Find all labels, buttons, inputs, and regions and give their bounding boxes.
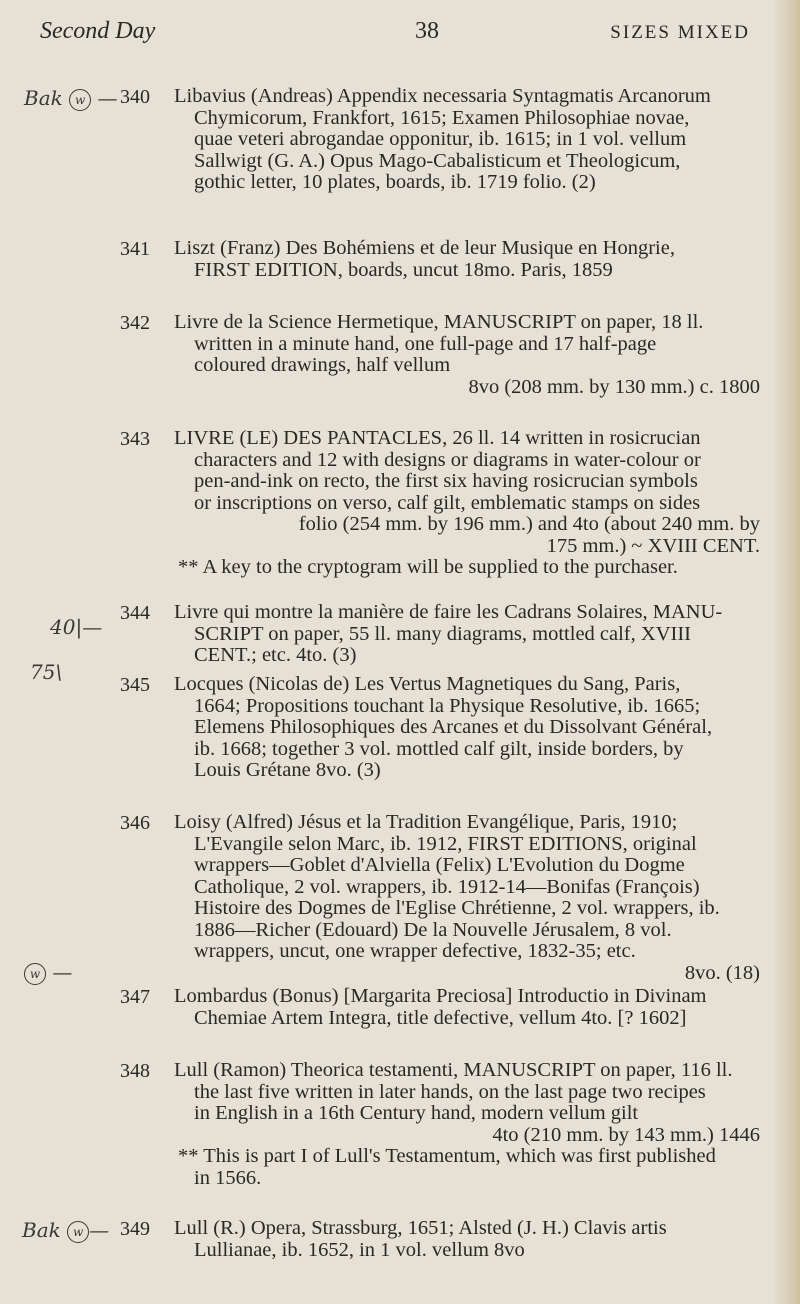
lot-number: 341 [120, 238, 150, 260]
lot-description [174, 312, 760, 398]
header-day: Second Day [40, 18, 156, 44]
lot-line: characters and 12 with designs or diagrams in water-colour or [194, 448, 701, 471]
lot-description [174, 1060, 760, 1189]
lot-line: LIVRE (LE) DES PANTACLES, 26 ll. 14 written in rosicrucian [174, 427, 701, 449]
lot-line: L'Evangile selon Marc, ib. 1912, FIRST EDITIONS, original [194, 832, 697, 855]
lot-line: Chymicorum, Frankfort, 1615; Examen Philosophiae novae, [194, 106, 690, 129]
lot-line: CENT.; etc. 4to. (3) [194, 644, 357, 666]
lot-line: written in a minute hand, one full-page and 17 half-page [194, 332, 657, 355]
page-edge-shadow [772, 0, 800, 1304]
margin-note-347: w — [24, 960, 72, 985]
lot-line: FIRST EDITION, boards, uncut 18mo. Paris, 1859 [194, 258, 613, 281]
circled-mark: w [69, 89, 91, 111]
lot-number: 346 [120, 812, 150, 834]
lot-line: 8vo (208 mm. by 130 mm.) c. 1800 [468, 375, 760, 398]
header-section: SIZES MIXED [610, 22, 750, 43]
lot-line: 4to (210 mm. by 143 mm.) 1446 [492, 1123, 760, 1146]
lot-line: in 1566. [194, 1166, 262, 1189]
lot-line: Louis Grétane 8vo. (3) [194, 759, 381, 781]
lot-number: 340 [120, 86, 150, 108]
lot-line: folio (254 mm. by 196 mm.) and 4to (about 240 mm. by [298, 513, 760, 535]
circled-mark: w [67, 1221, 89, 1243]
lot-note: ** This is part I of Lull's Testamentum, which was first published [178, 1145, 716, 1167]
margin-note-349: Bak w — [22, 1218, 110, 1242]
lot-number: 349 [120, 1218, 150, 1240]
lot-line: coloured drawings, half vellum [194, 354, 451, 376]
lot-line: or inscriptions on verso, calf gilt, emblematic stamps on sides [194, 491, 701, 514]
circled-mark: w [24, 963, 46, 985]
lot-line: Locques (Nicolas de) Les Vertus Magnetiques du Sang, Paris, [174, 673, 681, 695]
lot-line: Lullianae, ib. 1652, in 1 vol. vellum 8vo [194, 1238, 525, 1261]
margin-note-text: 40 [50, 615, 76, 639]
lot-description [174, 1218, 760, 1261]
lot-number: 347 [120, 986, 150, 1008]
lot-line: pen-and-ink on recto, the first six having rosicrucian symbols [194, 470, 698, 492]
lot-description [174, 674, 760, 782]
lot-line: Lombardus (Bonus) [Margarita Preciosa] Introductio in Divinam [174, 985, 707, 1007]
lot-line: quae veteri abrogandae opponitur, ib. 1615; in 1 vol. vellum [194, 128, 687, 150]
lot-line: Loisy (Alfred) Jésus et la Tradition Evangélique, Paris, 1910; [174, 811, 678, 833]
margin-note-340: Bak w — [24, 86, 118, 110]
margin-note-text: 75 [30, 660, 56, 684]
lot-number: 344 [120, 602, 150, 624]
lot-line: Chemiae Artem Integra, title defective, vellum 4to. [? 1602] [194, 1006, 687, 1029]
lot-line: Histoire des Dogmes de l'Eglise Chrétienne, 2 vol. wrappers, ib. [194, 897, 720, 919]
lot-line: the last five written in later hands, on the last page two recipes [194, 1080, 706, 1103]
lot-description [174, 428, 760, 579]
lot-line: Libavius (Andreas) Appendix necessaria Syntagmatis Arcanorum [174, 85, 711, 107]
lot-line: 8vo. (18) [684, 961, 760, 984]
lot-line: Elemens Philosophiques des Arcanes et du Dissolvant Général, [194, 716, 713, 738]
lot-note: ** A key to the cryptogram will be supplied to the purchaser. [178, 556, 678, 578]
margin-note-text: Bak [24, 86, 63, 110]
lot-line: Livre qui montre la manière de faire les Cadrans Solaires, MANU- [174, 601, 723, 623]
lot-description [174, 86, 760, 194]
lot-line: wrappers—Goblet d'Alviella (Felix) L'Evolution du Dogme [194, 854, 685, 876]
lot-description [174, 238, 760, 281]
lot-line: 1886—Richer (Edouard) De la Nouvelle Jérusalem, 8 vol. [194, 918, 672, 941]
lot-line: in English in a 16th Century hand, modern vellum gilt [194, 1102, 639, 1124]
lot-number: 348 [120, 1060, 150, 1082]
lot-number: 343 [120, 428, 150, 450]
lot-line: gothic letter, 10 plates, boards, ib. 1719 folio. (2) [194, 171, 596, 193]
lot-number: 345 [120, 674, 150, 696]
lot-number: 342 [120, 312, 150, 334]
lot-line: Sallwigt (G. A.) Opus Mago-Cabalisticum et Theologicum, [194, 149, 681, 172]
lot-line: SCRIPT on paper, 55 ll. many diagrams, mottled calf, XVIII [194, 622, 691, 645]
margin-note-345: 75\ [30, 660, 63, 684]
lot-line: Lull (Ramon) Theorica testamenti, MANUSCRIPT on paper, 116 ll. [174, 1059, 733, 1081]
lot-line: Livre de la Science Hermetique, MANUSCRIPT on paper, 18 ll. [174, 311, 704, 333]
margin-note-344: 40|— [50, 615, 103, 639]
lot-description [174, 812, 760, 984]
lot-line: ib. 1668; together 3 vol. mottled calf gilt, inside borders, by [194, 737, 684, 760]
margin-note-text: Bak [22, 1218, 61, 1242]
page-header [40, 18, 760, 58]
lot-line: Liszt (Franz) Des Bohémiens et de leur Musique en Hongrie, [174, 237, 675, 259]
lot-line: Lull (R.) Opera, Strassburg, 1651; Alsted (J. H.) Clavis artis [174, 1217, 667, 1239]
lot-line: Catholique, 2 vol. wrappers, ib. 1912-14—Bonifas (François) [194, 875, 700, 898]
lot-description [174, 602, 760, 667]
lot-line: 175 mm.) ~ XVIII CENT. [546, 534, 760, 557]
lot-line: wrappers, uncut, one wrapper defective, 1832-35; etc. [194, 940, 636, 962]
page-number: 38 [415, 18, 439, 44]
lot-line: 1664; Propositions touchant la Physique Resolutive, ib. 1665; [194, 694, 701, 717]
lot-description [174, 986, 760, 1029]
